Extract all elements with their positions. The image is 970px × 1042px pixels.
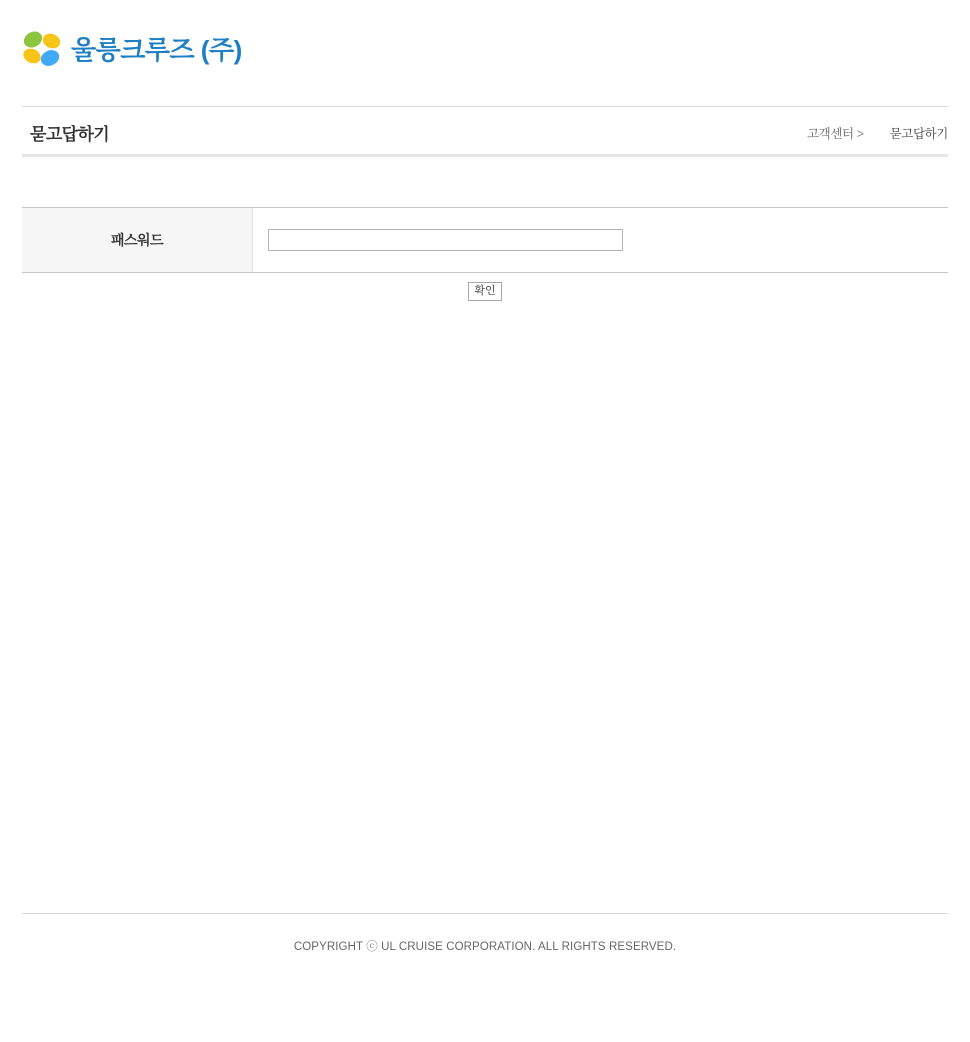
breadcrumb-separator: > — [856, 127, 864, 141]
submit-button[interactable]: 확인 — [468, 282, 501, 301]
password-input-cell — [253, 208, 948, 272]
breadcrumb — [807, 124, 948, 142]
site-logo-text: 울릉크루즈 (주) — [71, 35, 242, 65]
breadcrumb-current: 묻고답하기 — [889, 127, 948, 141]
breadcrumb-parent[interactable]: 고객센터 — [807, 127, 854, 141]
page-title: 묻고답하기 — [30, 125, 110, 144]
copyright-text: COPYRIGHT ⓒ UL CRUISE CORPORATION. ALL RIGHTS RESERVED. — [293, 941, 677, 953]
content-top-spacer — [22, 157, 948, 207]
page-titlebar — [22, 106, 948, 157]
pinwheel-flower-icon — [22, 28, 62, 72]
site-logo[interactable] — [22, 28, 242, 72]
password-label: 패스워드 — [22, 208, 253, 272]
submit-row — [22, 282, 948, 301]
site-footer — [22, 913, 948, 954]
password-form-table — [22, 207, 948, 273]
password-input[interactable] — [268, 229, 623, 251]
main-content — [22, 157, 948, 301]
site-header — [0, 0, 970, 106]
